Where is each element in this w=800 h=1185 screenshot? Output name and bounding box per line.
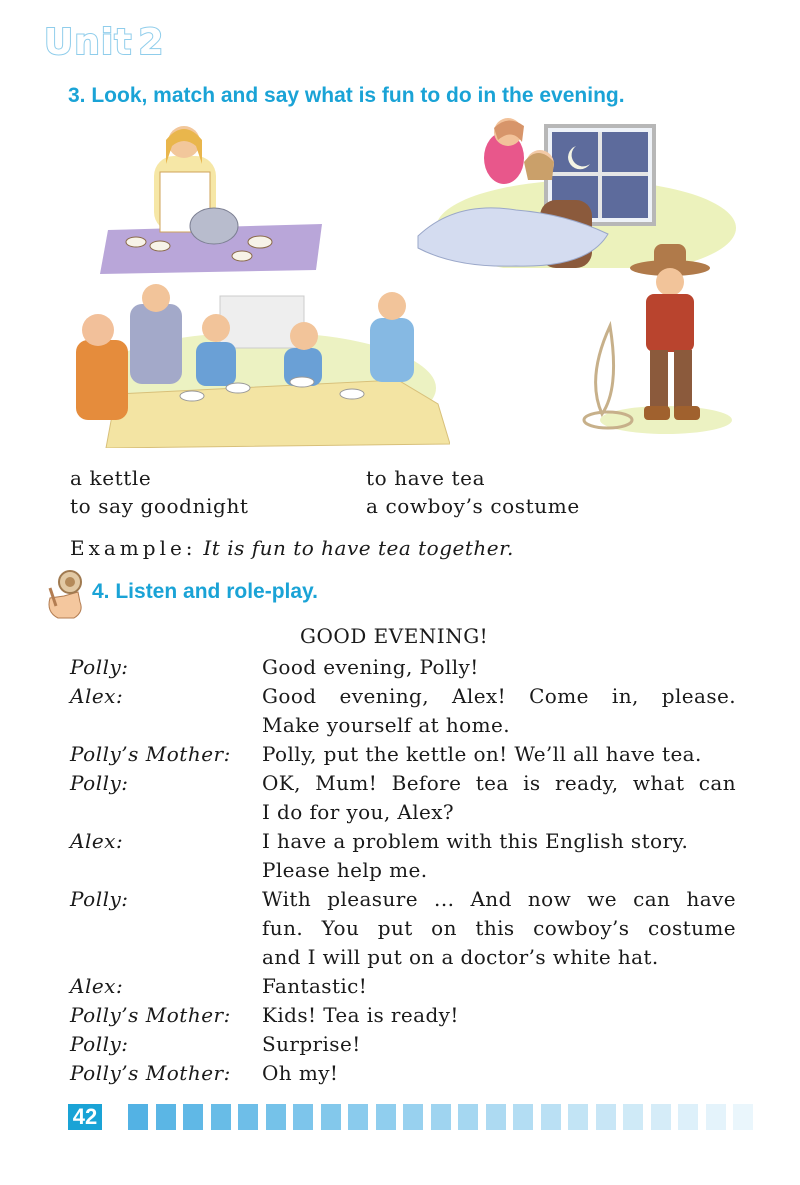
example-label: Example: (70, 536, 197, 560)
example-sentence (70, 536, 514, 560)
footer-square (403, 1104, 423, 1130)
speaker-name: Alex: (70, 829, 124, 853)
phrase-a-kettle: a kettle (70, 466, 152, 490)
footer-square (211, 1104, 231, 1130)
unit-heading (44, 22, 170, 63)
footer-square (458, 1104, 478, 1130)
dialog-line: I do for you, Alex? (262, 800, 455, 824)
footer-square (651, 1104, 671, 1130)
phrase-to-have-tea: to have tea (366, 466, 486, 490)
speaker-name: Polly’s Mother: (70, 1061, 231, 1085)
family-tea-illustration (70, 284, 450, 448)
footer-square (431, 1104, 451, 1130)
footer-square (541, 1104, 561, 1130)
footer-square (376, 1104, 396, 1130)
example-text: It is fun to have tea together. (203, 536, 514, 560)
listen-hand-icon (44, 568, 90, 620)
exercise-4-title: 4. Listen and role-play. (92, 580, 318, 603)
footer-square (678, 1104, 698, 1130)
dialog-line: and I will put on a doctor’s white hat. (262, 945, 659, 969)
footer-square (156, 1104, 176, 1130)
speaker-name: Polly’s Mother: (70, 742, 231, 766)
page-number: 42 (68, 1104, 102, 1130)
footer-square (596, 1104, 616, 1130)
dialog-line: Make yourself at home. (262, 713, 510, 737)
phrase-cowboys-costume: a cowboy’s costume (366, 494, 580, 518)
speaker-name: Polly’s Mother: (70, 1003, 231, 1027)
footer-square (733, 1104, 753, 1130)
footer-square (486, 1104, 506, 1130)
footer-square (238, 1104, 258, 1130)
footer-square (128, 1104, 148, 1130)
speaker-name: Polly: (70, 1032, 129, 1056)
exercise-3-title: 3. Look, match and say what is fun to do in the evening. (68, 84, 625, 107)
dialog-line: fun. You put on this cowboy’s costume (262, 916, 736, 940)
dialog-line: I have a problem with this English story. (262, 829, 689, 853)
dialog-line: Oh my! (262, 1061, 339, 1085)
dialog-line: Fantastic! (262, 974, 368, 998)
phrase-to-say-goodnight: to say goodnight (70, 494, 249, 518)
unit-number: 2 (138, 22, 165, 63)
dialog-line: OK, Mum! Before tea is ready, what can (262, 771, 736, 795)
speaker-name: Alex: (70, 684, 124, 708)
footer-square (513, 1104, 533, 1130)
dialog-line: Surprise! (262, 1032, 361, 1056)
dialog-line: Good evening, Alex! Come in, please. (262, 684, 736, 708)
footer-square (183, 1104, 203, 1130)
dialog-line: Please help me. (262, 858, 428, 882)
dialog-line: Good evening, Polly! (262, 655, 479, 679)
dialog-line: Polly, put the kettle on! We’ll all have tea. (262, 742, 702, 766)
speaker-name: Alex: (70, 974, 124, 998)
speaker-name: Polly: (70, 655, 129, 679)
dialog-title: GOOD EVENING! (300, 624, 489, 648)
footer-square (348, 1104, 368, 1130)
footer-square (706, 1104, 726, 1130)
speaker-name: Polly: (70, 771, 129, 795)
speaker-name: Polly: (70, 887, 129, 911)
footer-square (266, 1104, 286, 1130)
dialog-line: With pleasure ... And now we can have (262, 887, 736, 911)
footer-square (623, 1104, 643, 1130)
unit-label: Unit (44, 22, 133, 63)
footer-square (568, 1104, 588, 1130)
tea-pouring-illustration (96, 124, 328, 274)
footer-square (321, 1104, 341, 1130)
footer-square (293, 1104, 313, 1130)
cowboy-illustration (580, 238, 738, 438)
dialog-line: Kids! Tea is ready! (262, 1003, 459, 1027)
